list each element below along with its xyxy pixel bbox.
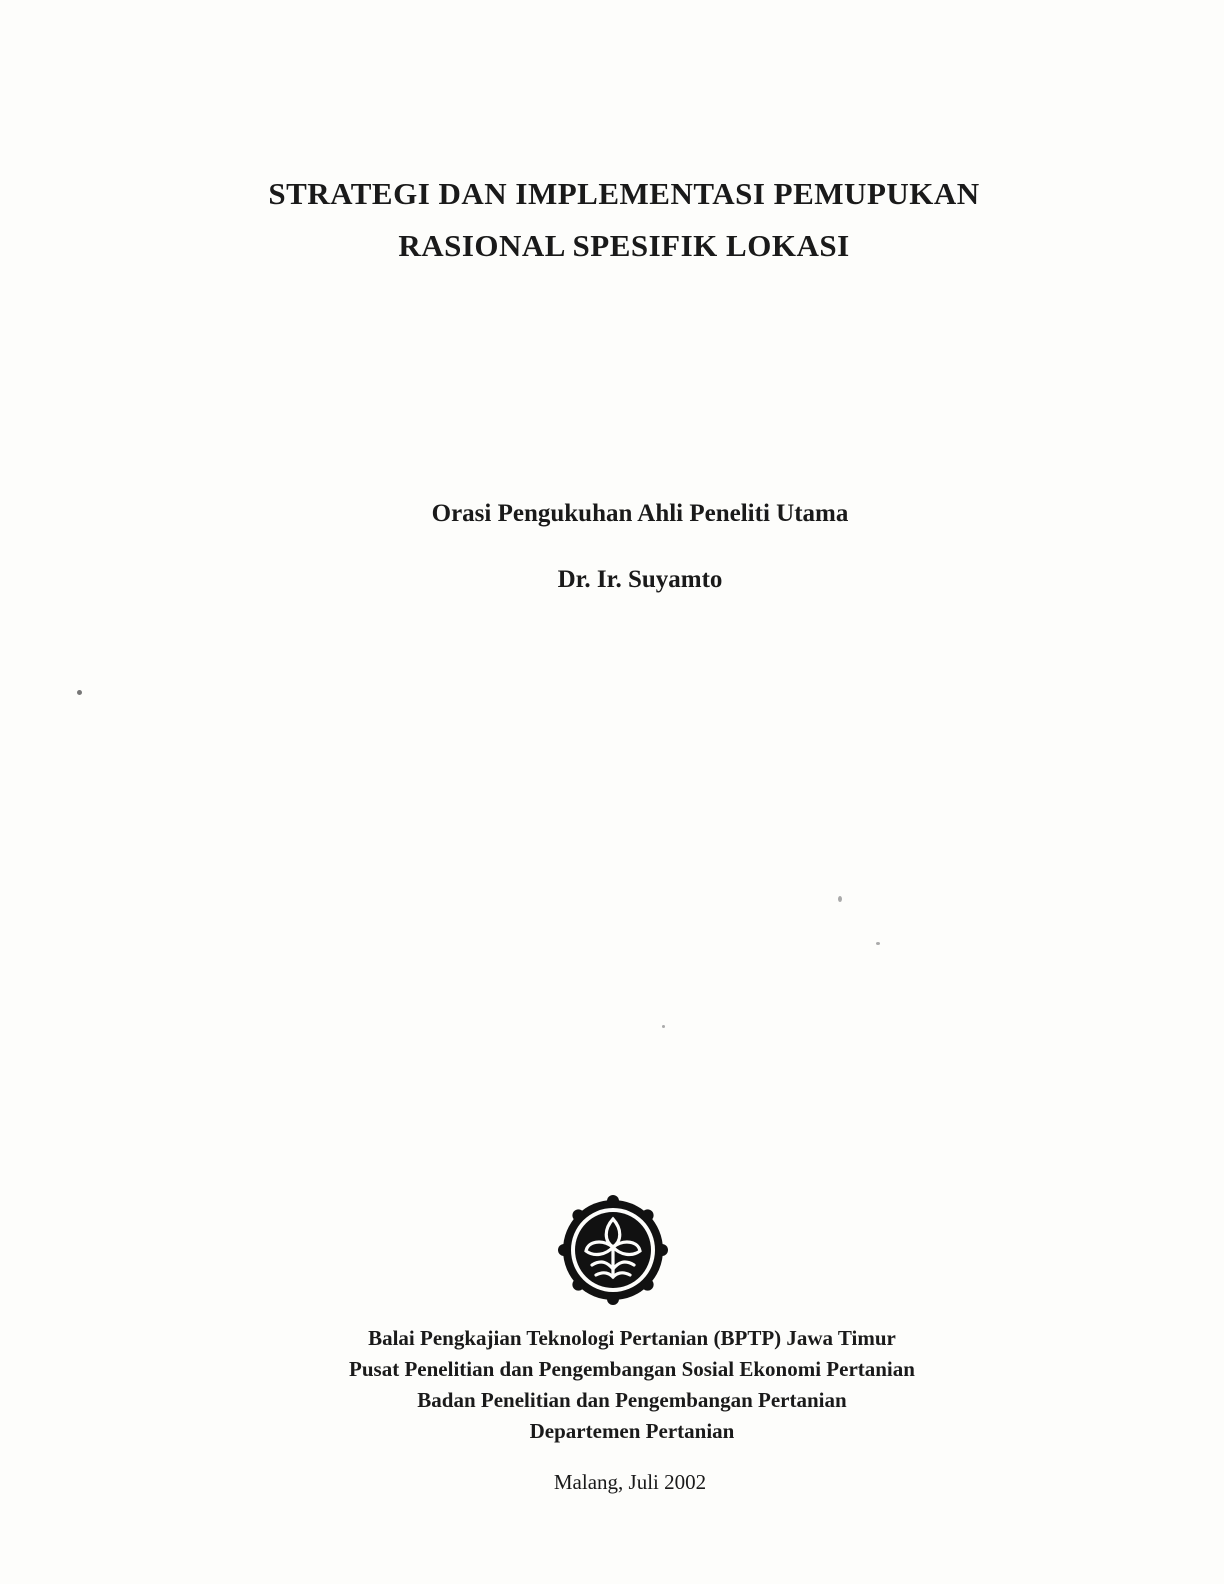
document-title (0, 168, 1224, 272)
ministry-emblem-icon (558, 1195, 668, 1305)
institution-line-3: Badan Penelitian dan Pengembangan Pertanian (417, 1388, 847, 1412)
scan-speck (662, 1025, 665, 1028)
scan-speck (876, 942, 880, 945)
institution-line-2: Pusat Penelitian dan Pengembangan Sosial Ekonomi Pertanian (349, 1357, 915, 1381)
author-name: Dr. Ir. Suyamto (557, 566, 723, 593)
institution-line-1: Balai Pengkajian Teknologi Pertanian (BPTP) Jawa Timur (368, 1326, 896, 1350)
place-and-date: Malang, Juli 2002 (553, 1470, 707, 1494)
title-line-1: STRATEGI DAN IMPLEMENTASI PEMUPUKAN (268, 176, 980, 211)
institution-block (0, 1323, 1224, 1447)
scan-speck (77, 690, 82, 695)
subtitle: Orasi Pengukuhan Ahli Peneliti Utama (431, 500, 849, 527)
scan-speck (838, 896, 842, 902)
institution-line-4: Departemen Pertanian (529, 1419, 735, 1443)
title-line-2: RASIONAL SPESIFIK LOKASI (398, 228, 850, 263)
